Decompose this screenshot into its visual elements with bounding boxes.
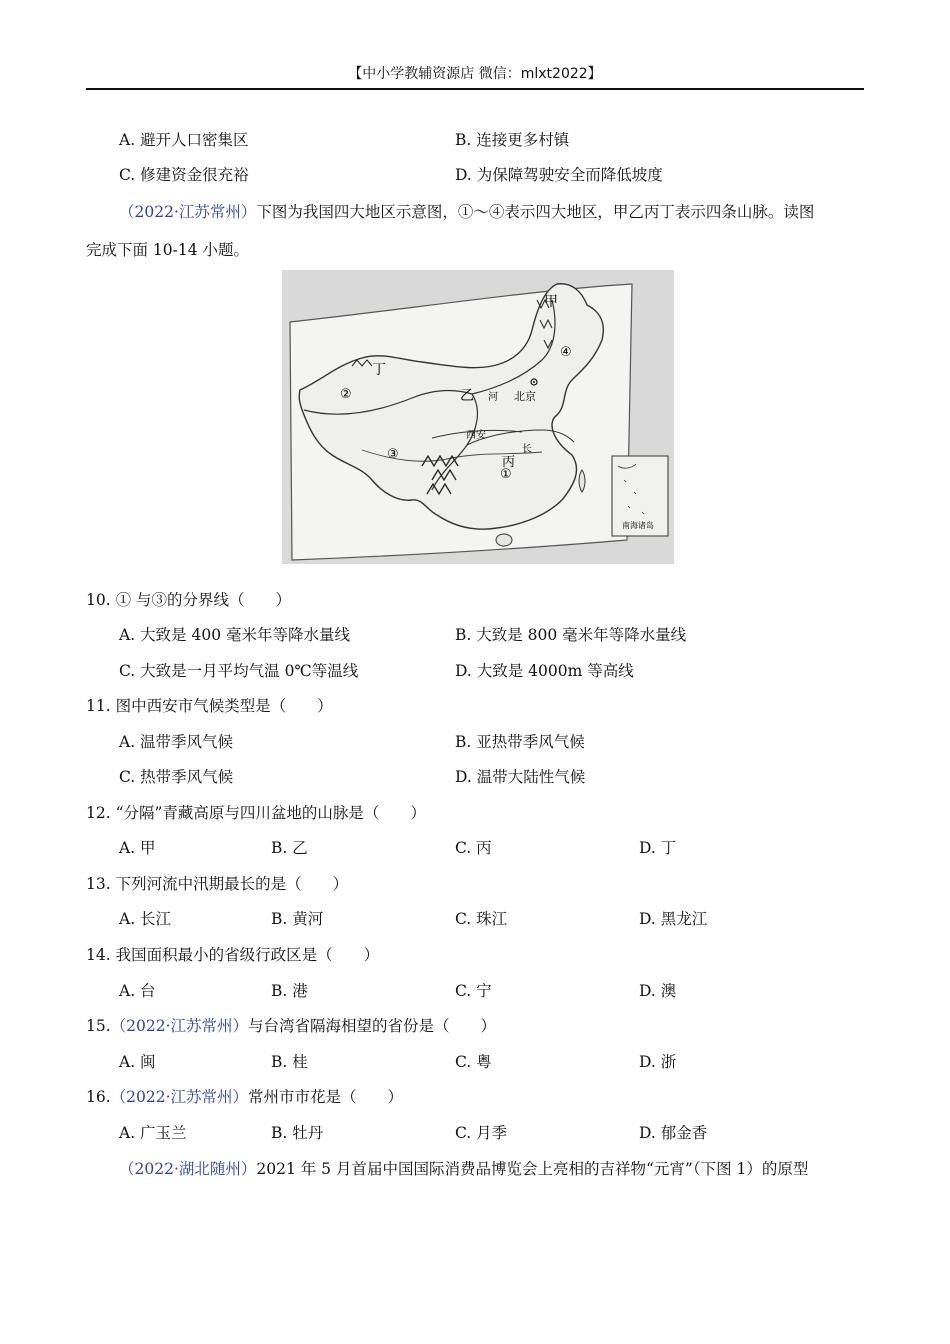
q16-option-d: D. 郁金香 <box>639 1124 708 1142</box>
map-label-ding: 丁 <box>372 362 386 378</box>
q15-option-c: C. 粤 <box>455 1053 492 1071</box>
q15-option-b: B. 桂 <box>271 1053 308 1071</box>
prev-option-c: C. 修建资金很充裕 <box>119 166 249 184</box>
intro2-source: （2022·湖北随州） <box>119 1160 257 1178</box>
q16-option-b: B. 牡丹 <box>271 1124 324 1142</box>
question-12-stem: 12. “分隔”青藏高原与四川盆地的山脉是（ ） <box>86 804 426 822</box>
intro-source: （2022·江苏常州） <box>119 203 257 221</box>
q12-option-d: D. 丁 <box>639 839 677 857</box>
map-label-he: 河 <box>488 392 498 403</box>
q10-option-c: C. 大致是一月平均气温 0℃等温线 <box>119 662 359 680</box>
prev-option-b: B. 连接更多村镇 <box>455 131 570 149</box>
q11-option-a: A. 温带季风气候 <box>119 733 234 751</box>
map-label-yi: 乙 <box>460 388 474 404</box>
q15-number: 15. <box>86 1017 111 1035</box>
q16-source: （2022·江苏常州） <box>110 1088 249 1106</box>
q11-option-d: D. 温带大陆性气候 <box>455 768 586 786</box>
q13-option-d: D. 黑龙江 <box>639 910 708 928</box>
intro-paragraph-2 <box>86 1159 866 1179</box>
q13-option-c: C. 珠江 <box>455 910 508 928</box>
map-label-jia: 甲 <box>544 294 558 310</box>
prev-option-a: A. 避开人口密集区 <box>119 131 249 149</box>
question-16-stem <box>86 1087 403 1107</box>
intro-text-line2: 完成下面 10-14 小题。 <box>86 241 250 259</box>
map-label-xian: 西安 <box>466 430 486 441</box>
question-15-stem <box>86 1016 496 1036</box>
q14-option-d: D. 澳 <box>639 982 677 1000</box>
question-11-stem: 11. 图中西安市气候类型是（ ） <box>86 697 333 715</box>
q16-number: 16. <box>86 1088 111 1106</box>
q10-option-b: B. 大致是 800 毫米年等降水量线 <box>455 626 687 644</box>
intro-text: 下图为我国四大地区示意图，①～④表示四大地区，甲乙丙丁表示四条山脉。读图 <box>256 203 815 221</box>
q15-option-d: D. 浙 <box>639 1053 677 1071</box>
map-label-region-3: ③ <box>387 447 399 462</box>
question-10-stem: 10. ① 与③的分界线（ ） <box>86 591 292 609</box>
q13-option-a: A. 长江 <box>119 910 172 928</box>
q11-option-b: B. 亚热带季风气候 <box>455 733 585 751</box>
q12-option-a: A. 甲 <box>119 839 156 857</box>
q15-source: （2022·江苏常州） <box>110 1017 249 1035</box>
q10-option-d: D. 大致是 4000m 等高线 <box>455 662 634 680</box>
q12-option-c: C. 丙 <box>455 839 492 857</box>
q11-option-c: C. 热带季风气候 <box>119 768 234 786</box>
intro-paragraph <box>86 202 866 222</box>
q12-option-b: B. 乙 <box>271 839 308 857</box>
q14-option-b: B. 港 <box>271 982 308 1000</box>
map-label-inset: 南海诸岛 <box>622 521 654 530</box>
q16-option-c: C. 月季 <box>455 1124 508 1142</box>
q16-option-a: A. 广玉兰 <box>119 1124 187 1142</box>
q15-option-a: A. 闽 <box>119 1053 156 1071</box>
q13-option-b: B. 黄河 <box>271 910 324 928</box>
map-label-bing: 丙 <box>502 455 516 470</box>
map-label-region-1: ① <box>500 467 512 482</box>
intro2-text: 2021 年 5 月首届中国国际消费品博览会上亮相的吉祥物“元宵”（下图 1）的原型 <box>256 1160 809 1178</box>
prev-option-d: D. 为保障驾驶安全而降低坡度 <box>455 166 663 184</box>
question-14-stem: 14. 我国面积最小的省级行政区是（ ） <box>86 946 380 964</box>
map-label-beijing: 北京 <box>514 390 536 403</box>
question-13-stem: 13. 下列河流中汛期最长的是（ ） <box>86 875 349 893</box>
page-header: 【中小学教辅资源店 微信：mlxt2022】 <box>86 64 864 90</box>
q14-option-a: A. 台 <box>119 982 156 1000</box>
map-label-chang: 长 <box>522 444 532 455</box>
q15-text: 与台湾省隔海相望的省份是（ ） <box>248 1017 497 1035</box>
q10-option-a: A. 大致是 400 毫米年等降水量线 <box>119 626 350 644</box>
china-regions-map <box>282 270 674 564</box>
q16-text: 常州市市花是（ ） <box>248 1088 404 1106</box>
map-label-region-2: ② <box>340 387 352 402</box>
map-label-region-4: ④ <box>560 345 572 360</box>
q14-option-c: C. 宁 <box>455 982 492 1000</box>
